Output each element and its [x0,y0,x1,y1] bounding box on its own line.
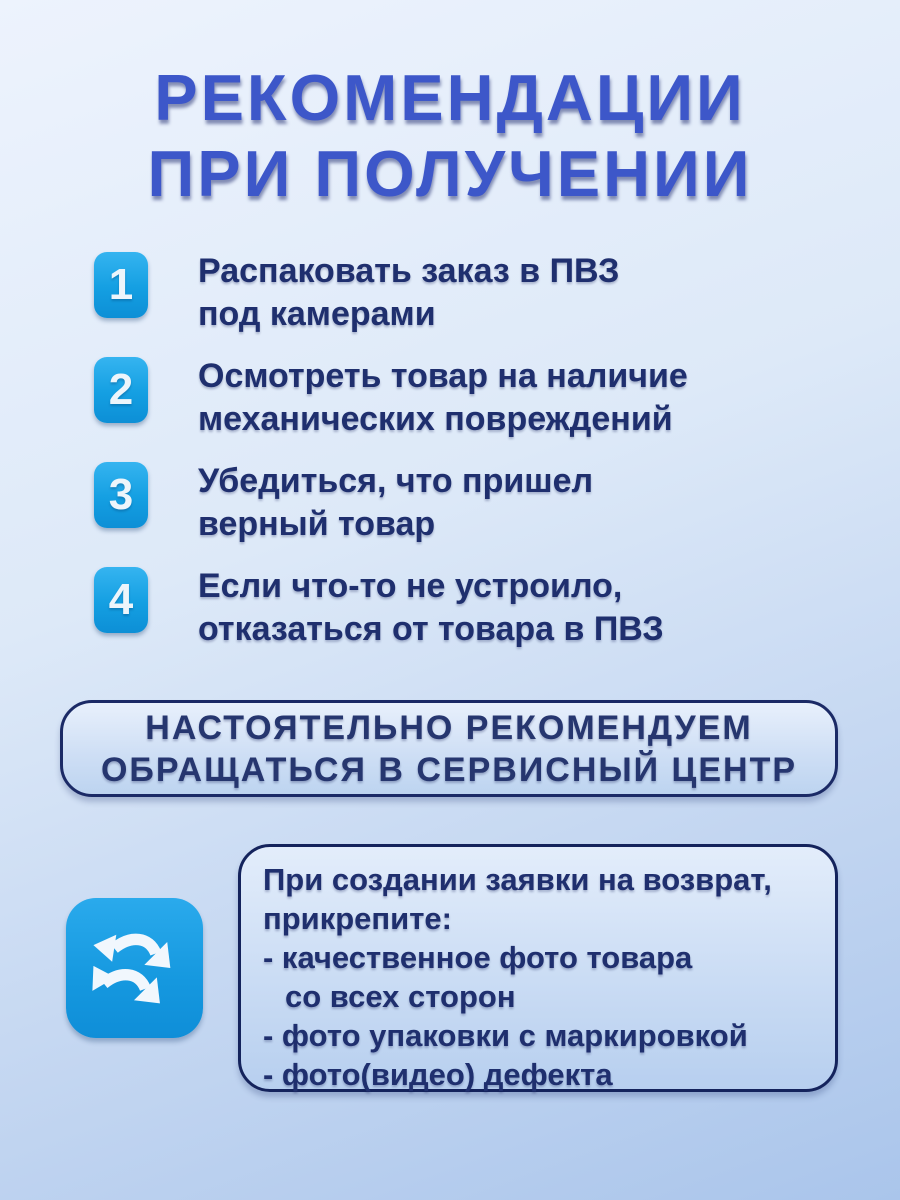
step-4-text: Если что-то не устроило, отказаться от товара в ПВЗ [198,567,664,648]
step-1-number-badge: 1 [94,252,148,318]
list-item-step-4 [94,565,688,651]
return-line: - качественное фото товара [263,940,693,975]
steps-list [94,250,688,651]
list-item-step-3 [94,460,688,546]
step-4-number-badge: 4 [94,567,148,633]
step-1-text: Распаковать заказ в ПВЗ под камерами [198,252,620,333]
exchange-arrows-icon [66,898,203,1038]
step-3-text: Убедиться, что пришел верный товар [198,462,594,543]
page-title-line1: РЕКОМЕНДАЦИИ [154,61,746,134]
return-instructions-box [238,844,838,1092]
return-line: прикрепите: [263,901,452,936]
step-3-number-badge: 3 [94,462,148,528]
return-line: - фото(видео) дефекта [263,1057,613,1092]
service-center-banner [60,700,838,797]
return-line: со всех сторон [285,979,516,1014]
page-title-line2: ПРИ ПОЛУЧЕНИИ [147,137,753,210]
return-line: При создании заявки на возврат, [263,862,772,897]
return-line: - фото упаковки с маркировкой [263,1018,748,1053]
list-item-step-1 [94,250,688,336]
service-center-banner-line2: ОБРАЩАТЬСЯ В СЕРВИСНЫЙ ЦЕНТР [100,750,798,789]
step-2-text: Осмотреть товар на наличие механических повреждений [198,357,688,438]
service-center-banner-line1: НАСТОЯТЕЛЬНО РЕКОМЕНДУЕМ [145,708,753,747]
page-title [0,60,900,212]
step-2-number-badge: 2 [94,357,148,423]
list-item-step-2 [94,355,688,441]
